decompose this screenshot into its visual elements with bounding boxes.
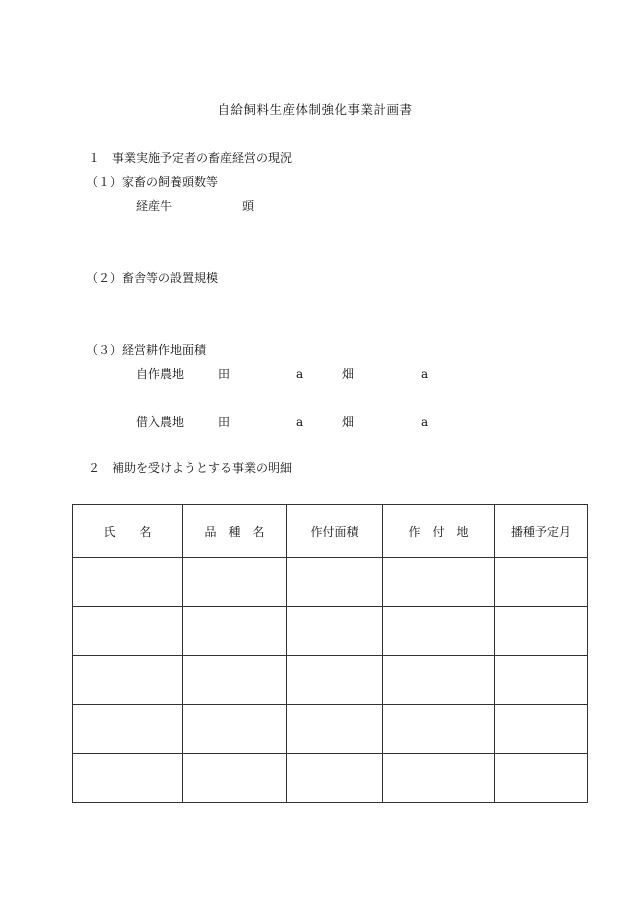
table-cell[interactable] (73, 607, 183, 656)
section-2-heading: ２ 補助を受けようとする事業の明細 (88, 461, 293, 475)
table-cell[interactable] (383, 705, 495, 754)
table-cell[interactable] (495, 754, 588, 803)
project-detail-table (72, 504, 588, 803)
upland-area-unit: a (421, 415, 429, 429)
paddy-field-label: 田 (218, 415, 231, 429)
section-1-heading: １ 事業実施予定者の畜産経営の現況 (88, 151, 293, 165)
table-cell[interactable] (183, 754, 287, 803)
table-cell[interactable] (495, 607, 588, 656)
subsection-1-heading: （１）家畜の飼養頭数等 (86, 175, 219, 189)
paddy-area-unit: a (296, 415, 304, 429)
table-cell[interactable] (495, 558, 588, 607)
paddy-area-unit: a (296, 367, 304, 381)
table-cell[interactable] (287, 607, 383, 656)
document-title: 自給飼料生産体制強化事業計画書 (217, 102, 413, 117)
table-cell[interactable] (73, 705, 183, 754)
subsection-3-heading: （３）経営耕作地面積 (86, 343, 207, 357)
table-cell[interactable] (383, 607, 495, 656)
table-cell[interactable] (183, 607, 287, 656)
column-header-planting-site: 作 付 地 (383, 505, 495, 558)
table-cell[interactable] (383, 558, 495, 607)
table-cell[interactable] (73, 558, 183, 607)
table-row (73, 558, 588, 607)
table-cell[interactable] (495, 656, 588, 705)
table-cell[interactable] (183, 705, 287, 754)
column-header-name: 氏 名 (73, 505, 183, 558)
table-cell[interactable] (383, 754, 495, 803)
table-cell[interactable] (287, 754, 383, 803)
column-header-sowing-month: 播種予定月 (495, 505, 588, 558)
livestock-item-label: 経産牛 (136, 199, 173, 213)
subsection-2-heading: （２）畜舎等の設置規模 (86, 271, 219, 285)
table-row (73, 754, 588, 803)
table-row (73, 607, 588, 656)
column-header-planted-area: 作付面積 (287, 505, 383, 558)
table-cell[interactable] (73, 656, 183, 705)
table-row (73, 656, 588, 705)
table-cell[interactable] (383, 656, 495, 705)
table-cell[interactable] (183, 656, 287, 705)
paddy-field-label: 田 (218, 367, 231, 381)
upland-area-unit: a (421, 367, 429, 381)
table-cell[interactable] (287, 705, 383, 754)
table-cell[interactable] (287, 558, 383, 607)
livestock-unit: 頭 (242, 199, 255, 213)
table-header-row (73, 505, 588, 558)
land-row-label: 自作農地 (136, 367, 185, 381)
table-row (73, 705, 588, 754)
table-cell[interactable] (287, 656, 383, 705)
upland-field-label: 畑 (342, 415, 355, 429)
table-cell[interactable] (495, 705, 588, 754)
table-cell[interactable] (183, 558, 287, 607)
column-header-variety: 品 種 名 (183, 505, 287, 558)
upland-field-label: 畑 (342, 367, 355, 381)
land-row-label: 借入農地 (136, 415, 185, 429)
table-cell[interactable] (73, 754, 183, 803)
